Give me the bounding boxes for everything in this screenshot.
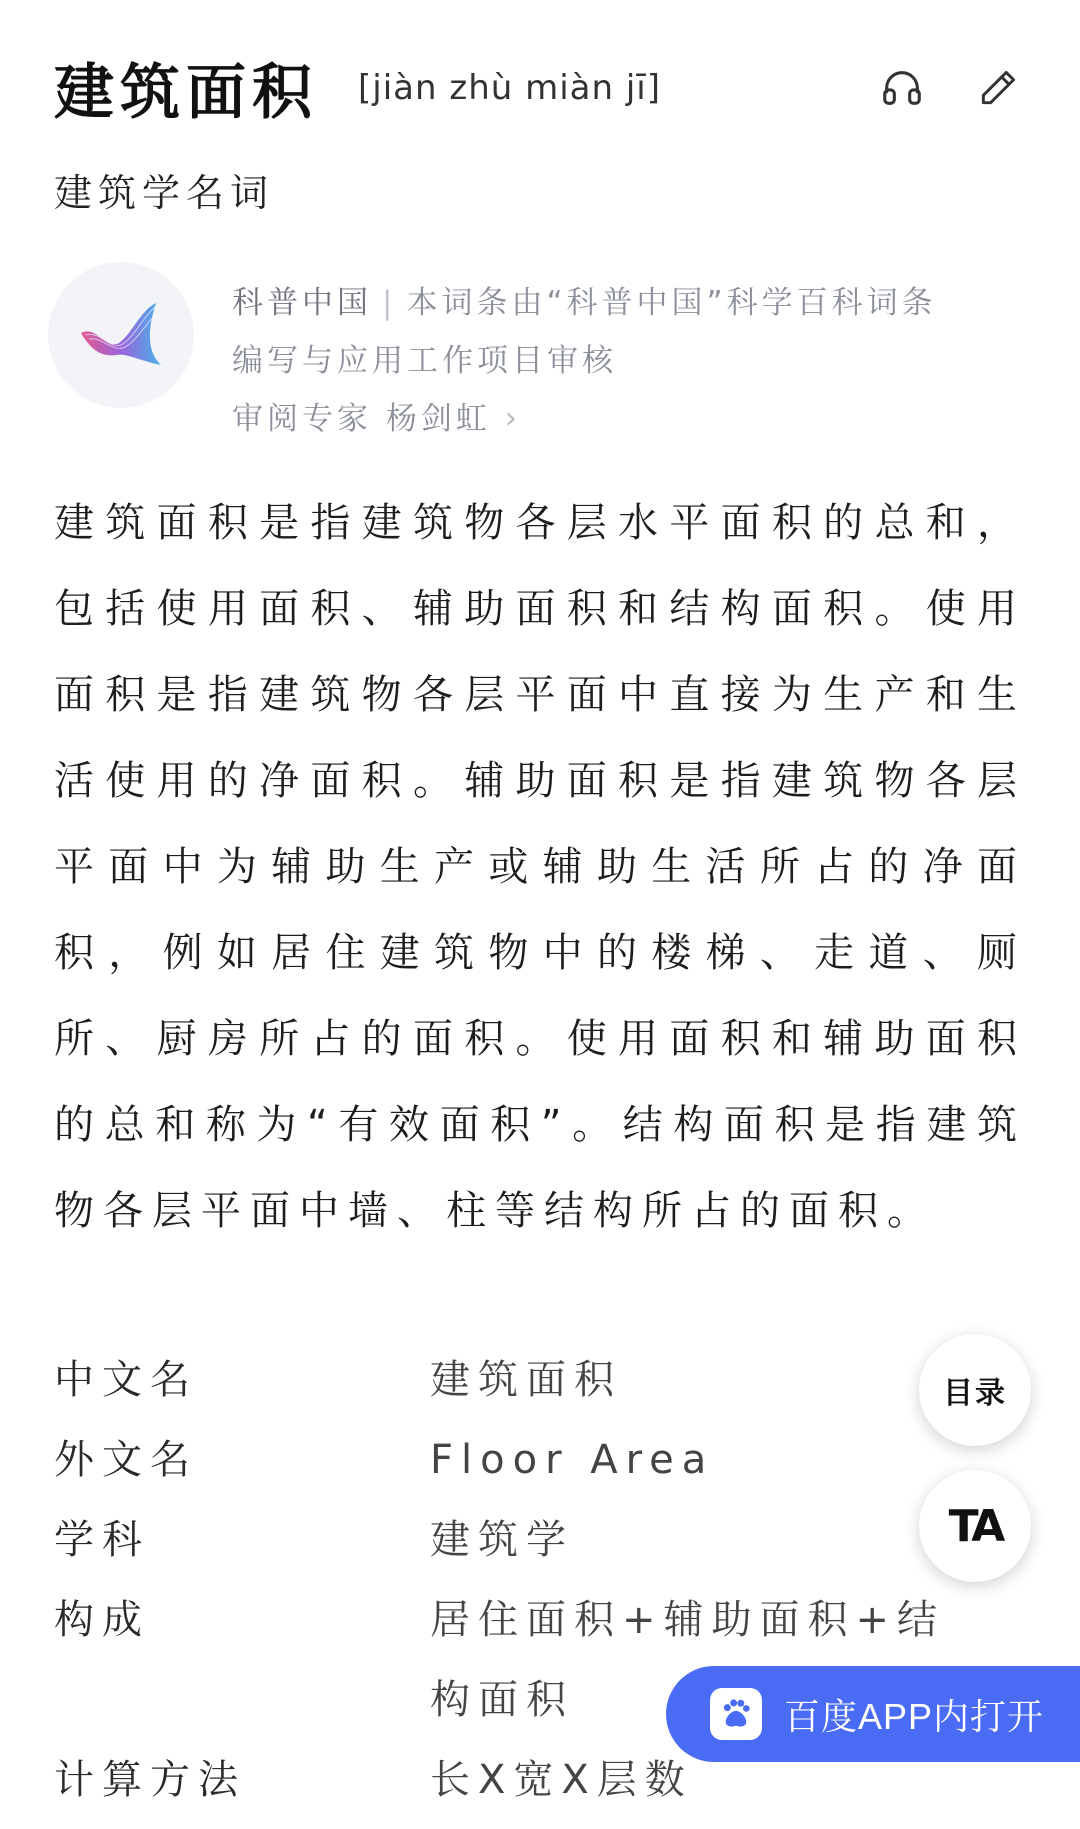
info-value[interactable]: 建筑学 — [430, 1517, 574, 1563]
separator: | — [382, 285, 397, 321]
entry-subtitle: 建筑学名词 — [54, 171, 275, 215]
source-block — [48, 262, 1026, 437]
pencil-icon — [976, 66, 1020, 110]
info-key: 学科 — [54, 1517, 150, 1563]
page-title: 建筑面积 — [54, 58, 318, 128]
edit-button[interactable] — [970, 60, 1026, 116]
open-in-baidu-app-button[interactable] — [666, 1666, 1080, 1762]
info-key: 构成 — [54, 1597, 150, 1643]
table-of-contents-button[interactable]: 目录 — [919, 1334, 1031, 1446]
open-app-label: 百度APP内打开 — [784, 1695, 1045, 1737]
listen-button[interactable] — [874, 60, 930, 116]
info-value: Floor Area — [430, 1437, 715, 1483]
source-info — [232, 274, 1026, 448]
source-logo[interactable] — [48, 262, 194, 408]
source-line-1 — [232, 274, 1026, 332]
source-org[interactable]: 科普中国 — [232, 285, 372, 321]
reviewer-link[interactable] — [232, 390, 1026, 448]
info-key: 计算方法 — [54, 1757, 246, 1803]
baidu-paw-icon — [710, 1688, 762, 1740]
chevron-right-icon: › — [504, 401, 521, 436]
entry-summary: 建筑面积是指建筑物各层水平面积的总和，包括使用面积、辅助面积和结构面积。使用面积是指建筑物各层平面中直接为生产和生活使用的净面积。辅助面积是指建筑物各层平面中为辅助生产或辅助生活所占的净面积，例如居住建筑物中的楼梯、走道、厕所、厨房所占的面积。使用面积和辅助面积的总和称为“有效面积”。结构面积是指建筑物各层平面中墙、柱等结构所占的面积。 — [54, 500, 1026, 1234]
info-row — [54, 1500, 1024, 1580]
source-note-line-2: 编写与应用工作项目审核 — [232, 343, 617, 379]
info-key: 外文名 — [54, 1437, 198, 1483]
title-row — [54, 48, 1026, 128]
headphones-icon — [879, 65, 925, 111]
info-key: 中文名 — [54, 1357, 198, 1403]
info-row — [54, 1420, 1024, 1500]
info-value: 建筑面积 — [430, 1357, 622, 1403]
info-value: 居住面积+辅助面积+结构面积 — [430, 1597, 946, 1723]
info-value: 长X宽X层数 — [430, 1757, 693, 1803]
header-actions — [874, 60, 1026, 116]
reviewer-text: 审阅专家 杨剑虹 — [232, 401, 491, 437]
info-row — [54, 1340, 1024, 1420]
pinyin: [jiàn zhù miàn jī] — [358, 68, 662, 108]
kepu-china-logo-icon — [71, 295, 171, 375]
text-size-button[interactable]: TA — [919, 1470, 1031, 1582]
source-note-line-1: 本词条由“科普中国”科学百科词条 — [406, 285, 937, 321]
